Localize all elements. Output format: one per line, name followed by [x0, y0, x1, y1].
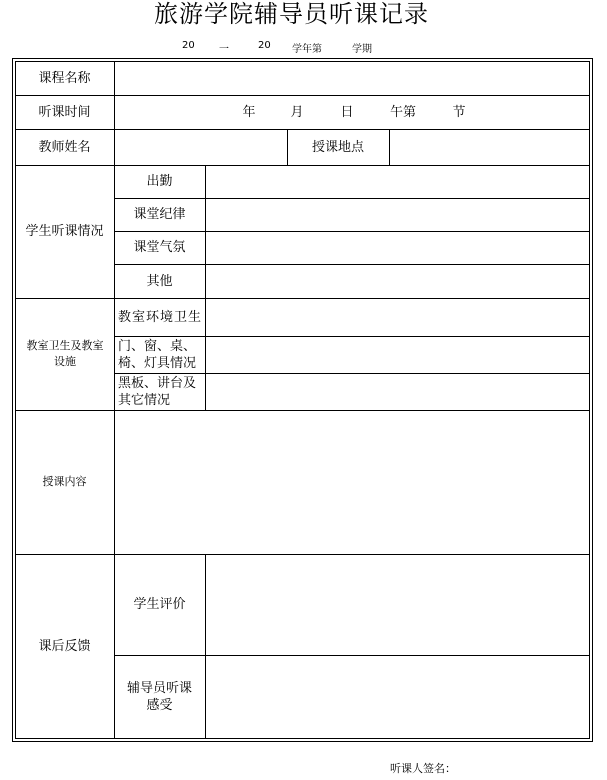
class-time-label: 听课时间	[38, 104, 91, 120]
year-start: 20	[182, 40, 195, 51]
environment-label: 教室环境卫生	[118, 309, 203, 325]
atmosphere-label: 课堂气氛	[133, 240, 186, 255]
counselor-feeling-label: 辅导员听课感受	[126, 681, 192, 713]
term-line	[0, 40, 607, 56]
discipline-field[interactable]	[206, 199, 589, 231]
page-title: 旅游学院辅导员听课记录	[154, 0, 429, 28]
student-section-label: 学生听课情况	[25, 224, 104, 239]
month-unit: 月	[290, 105, 304, 120]
counselor-feeling-field[interactable]	[206, 656, 589, 739]
teacher-name-label: 教师姓名	[38, 139, 91, 155]
student-evaluation-field[interactable]	[206, 555, 589, 655]
attendance-field[interactable]	[206, 166, 589, 198]
attendance-label: 出勤	[146, 174, 173, 189]
day-unit: 日	[340, 105, 354, 120]
fixtures-field[interactable]	[206, 337, 589, 373]
other-label: 其他	[146, 273, 173, 289]
teacher-name-field[interactable]	[115, 130, 287, 165]
other-field[interactable]	[206, 265, 589, 298]
atmosphere-field[interactable]	[206, 232, 589, 264]
course-name-field[interactable]	[115, 62, 589, 95]
year-dash: 一	[219, 44, 229, 55]
period-prefix: 午第	[389, 105, 416, 120]
location-field[interactable]	[390, 130, 589, 165]
period-suffix: 节	[452, 105, 466, 120]
location-label: 授课地点	[311, 139, 364, 155]
signature-label: 听课人签名：	[390, 762, 456, 775]
content-field[interactable]	[115, 411, 589, 554]
blackboard-field[interactable]	[206, 374, 589, 410]
discipline-label: 课堂纪律	[133, 207, 186, 222]
record-form	[12, 58, 593, 742]
course-name-label: 课程名称	[38, 70, 91, 86]
classroom-section-label: 教室卫生及教室设施	[26, 339, 104, 368]
content-label: 授课内容	[42, 475, 87, 488]
environment-field[interactable]	[206, 299, 589, 336]
year-unit: 年	[242, 105, 256, 120]
class-time-field[interactable]	[115, 96, 589, 129]
semester-label: 学期	[352, 44, 372, 55]
feedback-section-label: 课后反馈	[38, 639, 91, 654]
year-end: 20	[258, 40, 271, 51]
fixtures-label: 门、窗、桌、椅、灯具情况	[118, 338, 197, 371]
student-evaluation-label: 学生评价	[133, 597, 186, 612]
blackboard-label: 黑板、讲台及其它情况	[118, 375, 197, 408]
academic-year-label: 学年第	[292, 44, 322, 55]
